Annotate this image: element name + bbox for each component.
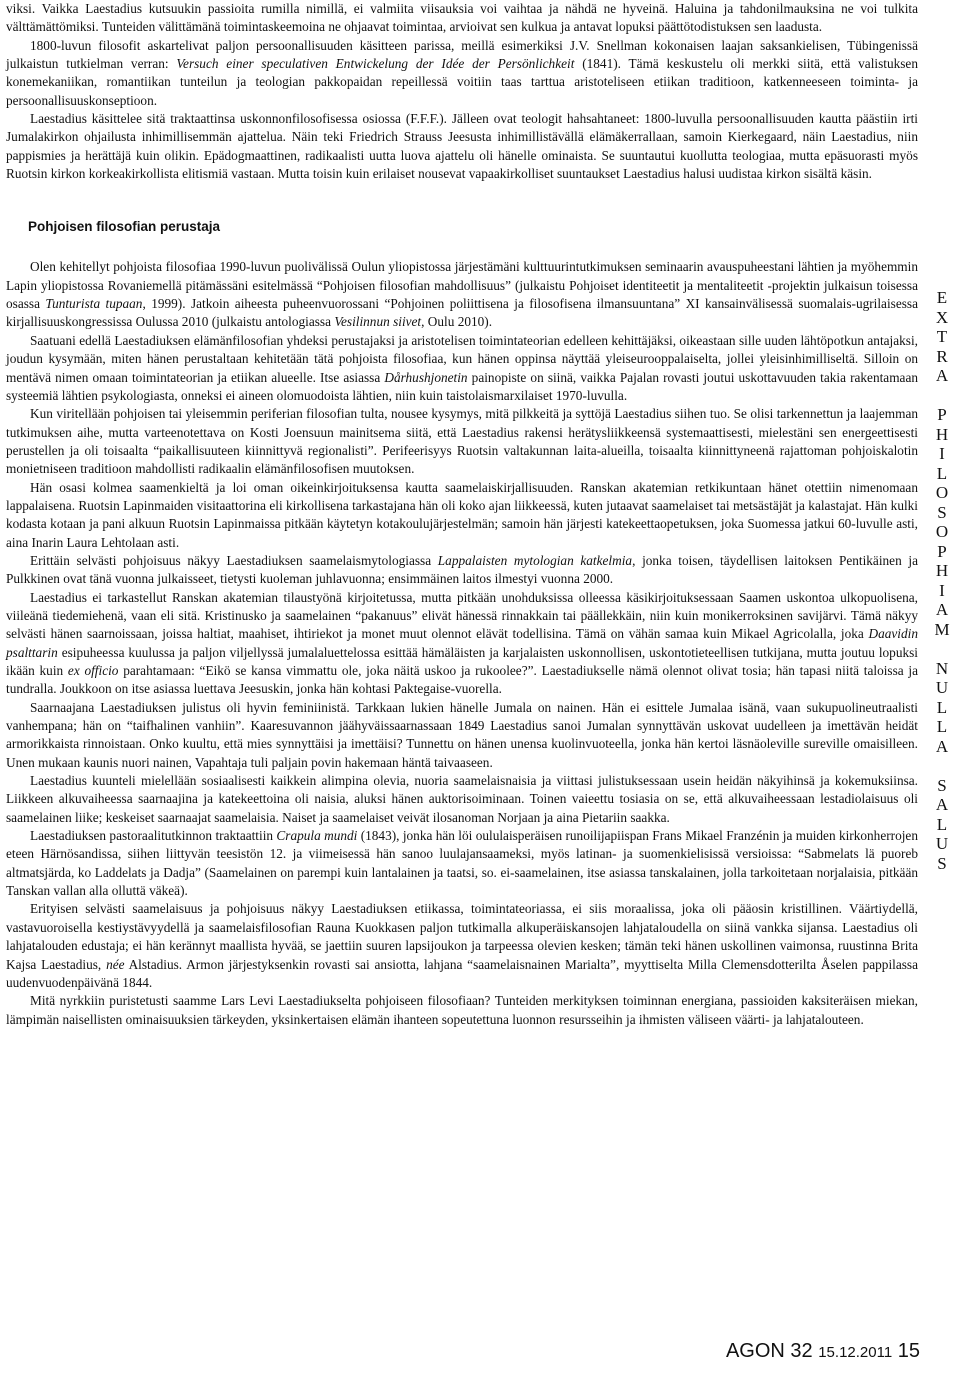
motto-letter xyxy=(928,386,956,406)
motto-letter: X xyxy=(935,307,949,327)
italic-title: Dårhushjonetin xyxy=(384,369,468,385)
paragraph: 1800-luvun filosofit askartelivat paljon persoonallisuuden käsitteen parissa, meillä esimerkiksi J.V. Snellman kokonaisen laajan saksankielisen, Tübingenissä julkaistun tutkielman verran: Versuch einer speculativen Entwickelung der Idée der Persönlichkeit (1841). Tämä keskustelu oli merkki siitä, että valistuksen konemekaniikan, romantiikan tunteilun ja teologian pakkopaidan repeillessä voitiin taas tarttua aristoteliseen etiikan traditioon, katkenneeseen toiminta- ja persoonallisuuskonseptioon. xyxy=(6,37,918,108)
motto-letter: E xyxy=(936,288,948,307)
motto-letter: R xyxy=(936,346,948,366)
motto-letter: T xyxy=(936,327,948,346)
motto-letter: P xyxy=(937,405,947,424)
motto-letter: U xyxy=(935,678,949,697)
motto-letter: A xyxy=(935,600,949,619)
paragraph: Saatuani edellä Laestadiuksen elämänfilosofian yhdeksi perustajaksi ja aristotelisen toimintateorian edelleen kehittäjäksi, oikeastaan sille uuden lähtöpotkun antajaksi, joudun kysymään, miten hänen perustaltaan kehitetään tätä pohjoista filosofiaa, kun hänen oppinsa näyttää yleiseurooppalaiselta, jollei yleisinhimilliseltä. Silloin on mentävä nimen omaan toimintateorian ja etiikan alueelle. Itse asiassa Dårhushjonetin painopiste on siinä, vaikka Pajalan rovasti joutui uskottavuuden takia rakentamaan systeemiä lähtien psykologiasta, onneksi ei aineen olomuodoista lähtien, niin kuin taistolaismarxilaiset 1970-luvulla. xyxy=(6,332,919,403)
paragraph: Hän osasi kolmea saamenkieltä ja loi oman oikeinkirjoituksensa kautta saamelaiskirjallisuuden. Ranskan akatemian retkikuntaan hänet otettiin nimenomaan lappalaisena. Ruotsin Lapinmaiden visitaattorina eli kirkollisena tarkastajana hän oli koko ajan liikkeessä, kuten jutaavat saamelaiset tai metsästäjät ja kalastajat. Hän kulki kodasta kotaan ja pani alkuun Ruotsin Lapinmaissa pitkään käytetyn kotakoulujärjestelmän; samoin hän järjesti katekeettaopetuksen, joka Suomessa jatkui 60-luvulle asti, aina Inarin Laura Lehtolaan asti. xyxy=(6,479,918,550)
paragraph: Laestadius ei tarkastellut Ranskan akatemian tilaustyönä kirjoitetussa, mutta pitkään unohduksissa olleessa käsikirjoituksessaan Saamen uskontoa ulkopuolisena, viileänä tiedemiehenä, vaan eli sitä. Kristinusko ja saamelainen “pakanuus” elivät hänessä rinnakkain tai päällekkäin, niin kuin monikerroksinen savijärvi. Tämä näkyy selvästi hänen saarnoissaan, joissa haltiat, maahiset, ihtiriekot ja monet muut olennot elävät todellisina. Tämä on vähän samaa kuin Mikael Agricolalla, joka Daavidin psalttarin esipuheessa kuulussa ja paljon viljellyssä jumalaluettelossa esittää hämäläisten ja karjalaisten uskonnollisen, uskontotieteellisen tutkijana, mutta joutuu lopuksi ikään kuin ex officio parahtamaan: “Eikö se kansa vimmattu ole, joka näitä uskoo ja rukoolee?”. Laestadiukselle nämä olennot olivat tosia; hän tapasi niitä taloissa ja tundralla. Joukkoon on itse asiassa luettava Jeesuskin, jonka hän kohtasi Paktegaise-vuorella. xyxy=(6,589,919,697)
vertical-sidebar-motto xyxy=(928,288,956,1088)
paragraph: Saarnaajana Laestadiuksen julistus oli hyvin feminiinistä. Tarkkaan lukien hänelle Jumala on nainen. Hän ei esittele Jumalaa isänä, vaan sukupuolineutraalisti vanhempana; hän on “taifhalinen vanhiin”. Kaaresuvannon jäähyväissaarnassaan 1849 Laestadius sanoi Jumalan synnyttävän uskovat uudelleen ja imettävän heidät armorikkaista rinnoistaan. Onko kuultu, että mies synnyttäisi ja imettäisi? Tunnettu on hänen unensa kuolinvuoteella, jonka hän kertoi läsnäoleville sureville omaisilleen. Unen mukaan kaunis nuori nainen, Vapahtaja tuli paljain povin hakemaan häntä taivaaseen. xyxy=(6,699,918,770)
motto-letter: I xyxy=(939,580,945,600)
paragraph: Laestadius kuunteli mielellään sosiaalisesti kaikkein alimpina olevia, nuoria saamelaisnaisia ja viittasi julistuksessaan usein heidän näkyihinsä ja kokemuksiinsa. Liikkeen alkuvaiheessa saarnaajina ja katekeettoina oli naisia, aluksi hänen auktorisoiminaan. Toinen vaieettu tosiasia on se, että alkuvaiheessaan lestadiolaisuus oli saamelainen liike; keskeiset saarnaajat saamelaisia. Naiset ja saamelaiset veivät ilosanoman Norjaan ja aina Pietariin saakka. xyxy=(6,773,918,825)
body-paragraphs xyxy=(6,258,918,1028)
italic-title: Crapula mundi xyxy=(276,828,358,844)
motto-letter: H xyxy=(935,561,949,580)
motto-letter: S xyxy=(937,853,947,873)
article-page xyxy=(6,0,918,1029)
motto-letter: N xyxy=(935,658,949,678)
motto-letter: S xyxy=(937,502,947,522)
paragraph: Laestadiuksen pastoraalitutkinnon traktaattiin Crapula mundi (1843), jonka hän löi oululaisperäisen runoilijapiispan Frans Mikael Franzénin ja muiden kirkonherrojen eteen Härnösandissa, siihen liittyvän teesistön 12. ja viimeisessä hän sanoo luulajansaameksi, myös latinan- ja suomenkielisissä versioissa: “Sabmelats lä puoreb altmatsjärda, ko Laddelats ja Dadja” (Saamelainen on parempi kuin lantalainen ja taatsi, so. ei-saamelainen, itse asiassa tanskalainen, jolla tarkoitetaan norjalaisia, pitkään Tanskan vallan alla olluttä väkeä). xyxy=(6,828,918,899)
paragraph: viksi. Vaikka Laestadius kutsuukin passioita rumilla nimillä, ei valmiita viisauksia voi vaihtaa ja nähdä ne hyveinä. Haluina ja tahdonilmauksina ne voi tulkita välttämättömiksi. Tunteiden välittämänä toimintaskeemoina ne ohjaavat toimintaa, arvioivat sen kulkua ja antavat lopuksi päättötodistuksen sen laadusta. xyxy=(6,1,918,35)
intro-paragraphs xyxy=(6,0,918,183)
page-number: 15 xyxy=(897,1340,920,1362)
italic-title: Tunturista tupaan xyxy=(45,296,143,312)
page-footer xyxy=(726,1340,920,1363)
motto-letter: O xyxy=(935,522,949,541)
motto-letter: A xyxy=(935,736,949,756)
paragraph: Kun viritellään pohjoisen tai yleisemmin periferian filosofian tulta, nousee kysymys, mitä pilkkeitä ja syttöjä Laestadius siihen tuo. Se olisi tarkennettun ja laajemman tutkimuksen aihe, mutta varteenotettava on Kosti Joensuun mainitsema siitä, että Laestadius rakensi herätysliikkeensä systemaattisesti, mielestäni sen energeettisesti perustellen ja oli toisaalta “paikallisuuteen kiinnittyvä regionalisti”. Perifeerisyys Ruotsin valtakunnan laita-alueilla, toisaalta kiinnittyneenä rajattoman pohjoiskalotin monietniseen traditioon mahdollisti radikaalin elämänfilosofisen muutoksen. xyxy=(6,406,918,477)
motto-letter xyxy=(928,639,956,659)
motto-letter: L xyxy=(936,697,948,717)
italic-title: ex officio xyxy=(67,663,119,678)
journal-name: AGON 32 xyxy=(725,1340,813,1362)
italic-title: Vesilinnun siivet xyxy=(334,314,422,330)
paragraph: Mitä nyrkkiin puristetusti saamme Lars Levi Laestadiukselta pohjoiseen filosofiaan? Tunteiden merkityksen toiminnan energiana, passioiden kaksiteräisen miekan, lämpimän naisellisten ominaisuuksien tärkeyden, yksinkertaisen elämän ihanteen sopeutettuna luonnon resursseihin ja ihmisten väliseen väärti- ja lahjatalouteen. xyxy=(6,993,918,1027)
motto-letter: A xyxy=(935,795,949,814)
motto-letter: S xyxy=(937,775,947,795)
motto-letter: U xyxy=(935,834,949,853)
motto-letter: H xyxy=(935,424,949,444)
paragraph: Olen kehitellyt pohjoista filosofiaa 1990-luvun puolivälissä Oulun yliopistossa järjestämäni kulttuurintutkimuksen seminaarin avauspuheestani lähtien ja myöhemmin Lapin yliopistossa Rovaniemellä pitämässäni esitelmässä “Pohjoisen filosofian mahdollisuus” (julkaistu Pohjoiset identiteetit ja mentaliteetit -projektin julkaisun toisessa osassa Tunturista tupaan, 1999). Jatkoin aiheesta puheenvuorossani “Pohjoinen poliittisena ja filosofisena ilmansuuntana” XI kansainvälisessä suomalais-ugrilaisessa kirjallisuuskongressissa Oulussa 2010 (julkaistu antologiassa Vesilinnun siivet, Oulu 2010). xyxy=(6,259,918,330)
motto-letter: O xyxy=(935,483,949,502)
motto-letter: A xyxy=(935,366,949,385)
motto-letter: I xyxy=(939,444,945,463)
italic-title: Lappalaisten mytologian katkelmia xyxy=(437,552,633,568)
motto-letter: M xyxy=(934,619,950,639)
motto-letter: L xyxy=(936,717,948,736)
paragraph: Erityisen selvästi saamelaisuus ja pohjoisuus näkyy Laestadiuksen etiikassa, toimintateoriassa, ei siis moraalissa, joka oli pääosin kristillinen. Väärtiydellä, vastavuoroisella kestiystävyydellä ja saamelaisfilosofian Rauna Kuokkasen paljon tutkimalla alkuperäiskansojen lahjataloudella on siinä vankka sijansa. Laestadius oli lahjatalouden edustaja; ei hän kerännyt maallista hyvää, se jaettiin suuren lapsijoukon ja tarpeessa olevien kesken; tämän teki hänen uskollinen vaimonsa, ruustinna Brita Kajsa Laestadius, née Alstadius. Armon järjestyksenkin rovasti sai ansiotta, lahjana “saamelaisnainen Marialta”, myyttiselta Milla Clemensdotterilta Åselen pappilassa uudenvuodenpäivänä 1844. xyxy=(6,901,918,990)
italic-title: Daavidin psalttarin xyxy=(6,626,918,660)
italic-title: Versuch einer speculativen Entwickelung der Idée der Persönlichkeit xyxy=(176,56,575,72)
issue-date: 15.12.2011 xyxy=(818,1344,893,1361)
section-heading: Pohjoisen filosofian perustaja xyxy=(28,219,221,235)
paragraph: Erittäin selvästi pohjoisuus näkyy Laestadiuksen saamelaismytologiassa Lappalaisten mytologian katkelmia, jonka toisen, täydellisen laitoksen Pentikäinen ja Pulkkinen ovat tänä vuonna julkaisseet, tietysti kuoleman juhlavuonna; ensimmäinen laitos ilmestyi vuonna 2000. xyxy=(6,552,918,587)
motto-letter: L xyxy=(936,814,948,834)
motto-letter: L xyxy=(936,463,948,483)
motto-letter: P xyxy=(937,541,947,561)
motto-letter xyxy=(928,756,956,776)
italic-title: née xyxy=(106,956,125,972)
paragraph: Laestadius käsittelee sitä traktaattinsa uskonnonfilosofisessa osiossa (F.F.F.). Jälleen ovat teologit hahsahtaneet: 1800-luvulla persoonallisuuden kautta päästiin irti Jumalakirkon ohjailusta inhimillisemmän ajattelua. Näin teki Friedrich Strauss Jeesusta inhimillistävällä elämäkerrallaan, samoin Kierkegaard, näin Laestadius, niin pappismies ja herättäjä kuin olikin. Epädogmaattinen, radikaalisti uutta luova ajattelu oli hänelle ominaista. Se suuntautui kuollutta teologiaa, mutta epäsuorasti myös Ruotsin kirkon korkeakirkollista elitismiä vastaan. Mutta toisin kuin erilaiset nousevat vapaakirkolliset suuntaukset Laestadius halusi uudistaa kirkon sisältä käsin. xyxy=(6,111,918,182)
